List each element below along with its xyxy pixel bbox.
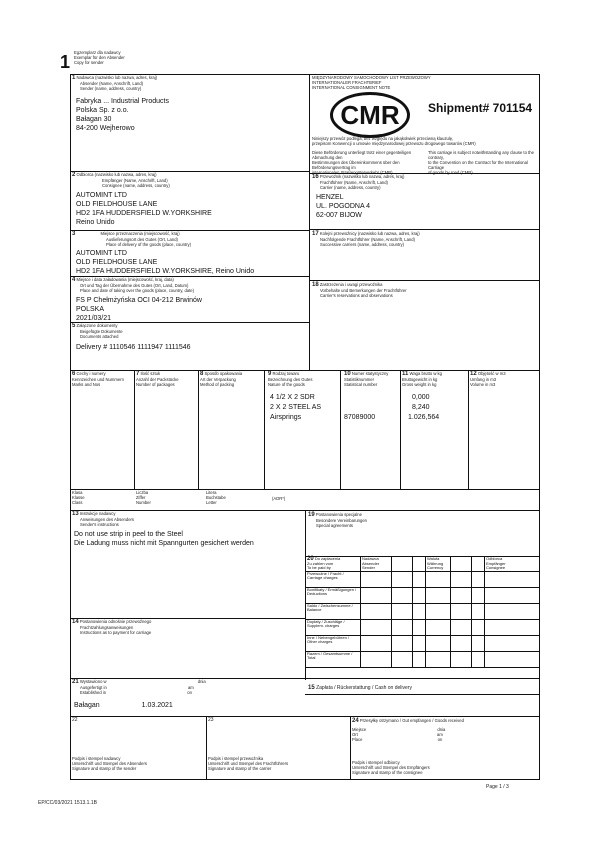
- center-divider: [309, 74, 310, 370]
- payment-table: 20 Do zapłacenia Zu zahlen vom To be paid by Nadawca Absender Sender Waluta Währung Currency Odbiorca Empfänger Consignee Przewoźne / Fracht / Carriage charges Bonifikaty / Ermäßigungen / Deductions Saldo / Zwischensumme / Balance Dopłaty / Zuschläge / Supplem. charges Inne / Nebengebühren / Other charges Razem / Gesamtsumme / Total: [305, 556, 540, 668]
- sender-line: Bałagan 30: [76, 116, 112, 123]
- goods-row: Airsprings: [270, 414, 302, 421]
- cmr-logo: CMR: [330, 92, 410, 138]
- box-documents-attached: 5 Załączone dokumenty Beigefügte Dokumente Documents attached Delivery # 1110546 1111947 1111546: [72, 323, 307, 352]
- header-title: MIĘDZYNARODOWY SAMOCHODOWY LIST PRZEWOZOWY INTERNATIONALER FRACHTBRIEF INTERNATIONAL CONSIGNMENT NOTE: [312, 75, 431, 90]
- page-number: Page 1 / 3: [486, 784, 509, 790]
- footer-code: EP/CC/03/2021 1513.1.1B: [38, 800, 97, 806]
- box-sender: 1 Nadawca (nazwisko lub nazwa, adres, kraj) Absender (Name, Anschrift, Land) Sender (name, address, country) Fabryka ... Industrial Products Polska Sp. z o.o. Bałagan 30 84-200 Wejherowo: [72, 75, 307, 133]
- box-payment-instructions: 14 Postanowienia odnośnie przewoźnego Frachtzahlungsanweisungen Instructions as to payment for carriage: [72, 619, 152, 635]
- box-delivery-place: 3 Miejsce przeznaczenia (miejscowość, kraj) Auslieferungsort des Gutes (Ort, Land) Place of delivery of the goods (place, country) AUTOMINT LTD OLD FIELDHOUSE LANE HD2 1FA HUDDERSFIELD W.YORKSHIRE, Reino Unido: [72, 231, 255, 275]
- copy-number: 1: [60, 52, 71, 72]
- established-date: 1.03.2021: [141, 702, 173, 709]
- box-successive-carriers: 17 Kolejni przewoźnicy (nazwisko lub nazwa, adres, kraj) Nachfolgende Frachtführer (Name, Anschrift, Land) Successive carriers (name, address, country): [312, 231, 420, 247]
- box-established: 21 Wystawiono w dnia Ausgefertigt in am Established in on Bałagan 1.03.2021: [72, 679, 206, 709]
- sender-line: Fabryka ... Industrial Products: [76, 98, 169, 105]
- box-cash-on-delivery: 15 Zapłata / Rückerstattung / Cash on delivery: [308, 685, 412, 691]
- box-special-agreements: 19 Postanowienia specjalne Besondere Vereinbarungen Special agreements: [308, 512, 367, 528]
- established-place: Bałagan: [74, 702, 100, 709]
- convention-text: Niniejszy przewóz podlega, bez względu na jakąkolwiek przeciwną klauzulę, przepisom Konwencji o umowie międzynarodowej przewozu drogowego towarów (CMR): [312, 136, 476, 146]
- convention-text-de: Diese Beförderung unterliegt trotz einer gegenteiligen Abmachung den Bestimmungen des Übereinkommens über den Beförderungsvertrag im internationalen Straßengüterverkehr (CMR).: [312, 150, 412, 175]
- goods-row: 4 1/2 X 2 SDR: [270, 394, 315, 401]
- box-sender-signature-num: 22: [72, 717, 78, 723]
- box-consignee: 2 Odbiorca (nazwisko lub nazwa, adres, kraj) Empfänger (Name, Anschrift, Land) Consignee (name, address, country) AUTOMINT LTD OLD FIELDHOUSE LANE HD2 1FA HUDDERSFIELD W.YORKSHIRE Reino Unido: [72, 172, 212, 226]
- convention-text-en: This carriage is subject notwithstanding any clause to the contrary, to the Convention on the Contract for the International Carriage of goods by road (CMR).: [428, 150, 534, 175]
- box-carrier-reservations: 18 Zastrzeżenia i uwagi przewoźnika Vorbehalte und Bemerkungen der Frachtführer Carrier's reservations and observations: [312, 282, 407, 298]
- sender-line: Polska Sp. z o.o.: [76, 107, 129, 114]
- sender-line: 84-200 Wejherowo: [76, 125, 135, 132]
- box-goods-received: 24 Przesyłkę otrzymano / Gut empfangen / Goods received Miejsce dnia Ort am Place on Podpis i stempel odbiorcy Unterschrift und Stempel des Empfängers Signature and stamp of the consignee: [352, 718, 464, 775]
- box-sender-instructions: 13 Instrukcje nadawcy Anweisungen des Absenders Sender's instructions Do not use strip in peel to the Steel Die Ladung muss nicht mit Spanngurten gesichert werden: [72, 511, 254, 547]
- box-sender-signature: Podpis i stempel nadawcy Unterschrift und Stempel des Absenders Signature and stamp of the sender: [72, 756, 147, 771]
- shipment-number: Shipment# 701154: [428, 101, 533, 115]
- goods-row: 2 X 2 STEEL AS: [270, 404, 322, 411]
- copy-label: Egzemplarz dla nadawcy Exemplar für den Absender Copy for sender: [74, 50, 125, 65]
- box-carrier: 16 Przewoźnik (nazwisko lub nazwa, adres, kraj) Frachtführer (Name, Anschrift, Land) Carrier (name, address, country) HENZEL UL. POGODNA 4 62-007 BIJOW: [312, 174, 405, 219]
- box-carrier-signature: Podpis i stempel przewoźnika Unterschrift und Stempel des Frachtführers Signature and stamp of the carrier: [208, 756, 289, 771]
- delivery-numbers: Delivery # 1110546 1111947 1111546: [76, 344, 191, 351]
- goods-header: 6 Cechy i numery Kennzeichen und Nummern Marks and Nos 7 Ilość sztuk Anzahl der Packstücke Number of packages 8 Sposób opakowania Art der Verpackung Method of packing 9 Rodzaj towaru Bezeichnung des Gutes Nature of the goods 10 Numer statystyczny Statistiknummer Statistical number 11 Waga brutto w kg Bruttogewicht in kg Gross weight in kg 12 Objętość w m3 Umfang in m3 Volume in m3: [72, 371, 506, 387]
- box-takeover-place: 4 Miejsce i data załadowania (miejscowość, kraj, data) Ort und Tag der Übernahme des Gutes (Ort, Land, Datum) Place and date of taking over the goods (place, country, date) FS P Chełmżyńska OCI 04-212 Brwinów POLSKA 2021/03/21: [72, 277, 202, 322]
- box-carrier-signature-num: 23: [208, 717, 214, 723]
